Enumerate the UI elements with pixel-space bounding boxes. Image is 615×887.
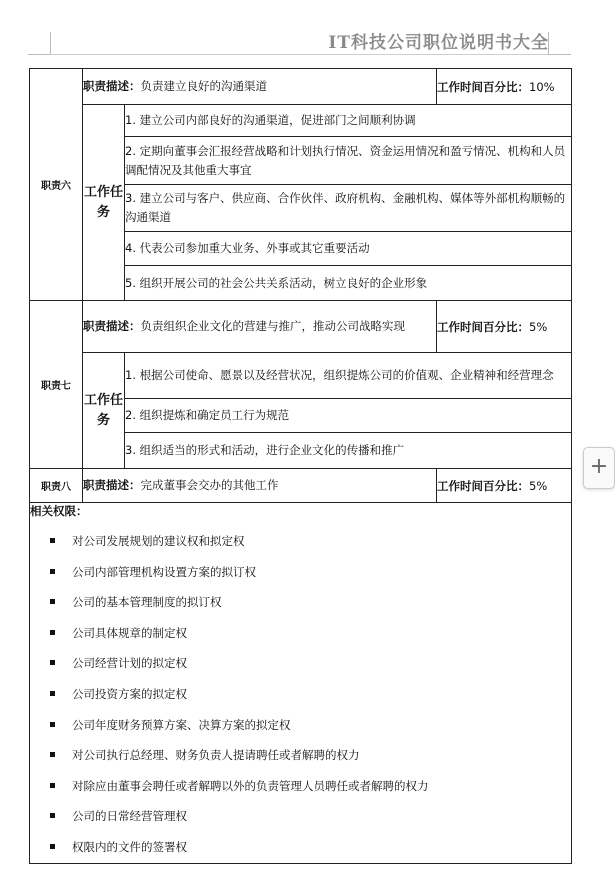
- permissions-list: [30, 526, 571, 863]
- job-description-table: [29, 68, 572, 864]
- page-header-title: IT科技公司职位说明书大全: [328, 33, 549, 53]
- list-item: 公司具体规章的制定权: [30, 618, 571, 649]
- table-row: [30, 353, 572, 399]
- duty-7-time-percent: 工作时间百分比：5%: [437, 301, 572, 353]
- bullet-icon: [50, 844, 55, 849]
- permissions-row: [30, 503, 572, 864]
- bullet-icon: [50, 660, 55, 665]
- duty-6-task-label: 工作任务: [83, 105, 125, 301]
- bullet-icon: [50, 691, 55, 696]
- duty-6-desc-row: [30, 69, 572, 105]
- bullet-icon: [50, 538, 55, 543]
- bullet-icon: [50, 599, 55, 604]
- duty-8-description: 职责描述：完成董事会交办的其他工作: [83, 469, 437, 503]
- list-item: 公司的基本管理制度的拟订权: [30, 587, 571, 618]
- duty-7-task-2: 2. 组织提炼和确定员工行为规范: [125, 399, 572, 433]
- duty-7-task-label: 工作任务: [83, 353, 125, 469]
- duty-6-task-1: 1. 建立公司内部良好的沟通渠道，促进部门之间顺利协调: [125, 105, 572, 137]
- duty-7-task-3: 3. 组织适当的形式和活动，进行企业文化的传播和推广: [125, 433, 572, 469]
- header-divider: [50, 54, 548, 55]
- duty-6-task-4: 4. 代表公司参加重大业务、外事或其它重要活动: [125, 232, 572, 266]
- list-item: 公司内部管理机构设置方案的拟订权: [30, 557, 571, 588]
- add-button[interactable]: +: [583, 447, 615, 489]
- duty-6-label: 职责六: [30, 69, 83, 301]
- duty-6-task-2: 2. 定期向董事会汇报经营战略和计划执行情况、资金运用情况和盈亏情况、机构和人员调配情况及其他重大事宜: [125, 137, 572, 185]
- duty-7-task-1: 1. 根据公司使命、愿景以及经营状况，组织提炼公司的价值观、企业精神和经营理念: [125, 353, 572, 399]
- bullet-icon: [50, 752, 55, 757]
- list-item: 公司投资方案的拟定权: [30, 679, 571, 710]
- duty-7-label: 职责七: [30, 301, 83, 469]
- bullet-icon: [50, 722, 55, 727]
- list-item: 权限内的文件的签署权: [30, 832, 571, 863]
- duty-8-label: 职责八: [30, 469, 83, 503]
- permissions-section: [30, 503, 572, 864]
- list-item: 公司的日常经营管理权: [30, 801, 571, 832]
- bullet-icon: [50, 783, 55, 788]
- duty-6-task-5: 5. 组织开展公司的社会公共关系活动，树立良好的企业形象: [125, 266, 572, 301]
- bullet-icon: [50, 630, 55, 635]
- duty-6-task-3: 3. 建立公司与客户、供应商、合作伙伴、政府机构、金融机构、媒体等外部机构顺畅的沟通渠道: [125, 185, 572, 232]
- duty-8-time-percent: 工作时间百分比：5%: [437, 469, 572, 503]
- list-item: 公司年度财务预算方案、决算方案的拟定权: [30, 710, 571, 741]
- permissions-title: 相关权限：: [30, 504, 88, 518]
- list-item: 公司经营计划的拟定权: [30, 648, 571, 679]
- bullet-icon: [50, 569, 55, 574]
- duty-8-desc-row: [30, 469, 572, 503]
- duty-6-description: 职责描述：负责建立良好的沟通渠道: [83, 69, 437, 105]
- bullet-icon: [50, 813, 55, 818]
- list-item: 对公司发展规划的建议权和拟定权: [30, 526, 571, 557]
- duty-6-time-percent: 工作时间百分比：10%: [437, 69, 572, 105]
- duty-7-description: 职责描述：负责组织企业文化的营建与推广，推动公司战略实现: [83, 301, 437, 353]
- crop-mark-left: [28, 32, 51, 55]
- duty-7-desc-row: [30, 301, 572, 353]
- list-item: 对公司执行总经理、财务负责人提请聘任或者解聘的权力: [30, 740, 571, 771]
- crop-mark-right: [548, 32, 571, 55]
- table-row: [30, 105, 572, 137]
- list-item: 对除应由董事会聘任或者解聘以外的负责管理人员聘任或者解聘的权力: [30, 771, 571, 802]
